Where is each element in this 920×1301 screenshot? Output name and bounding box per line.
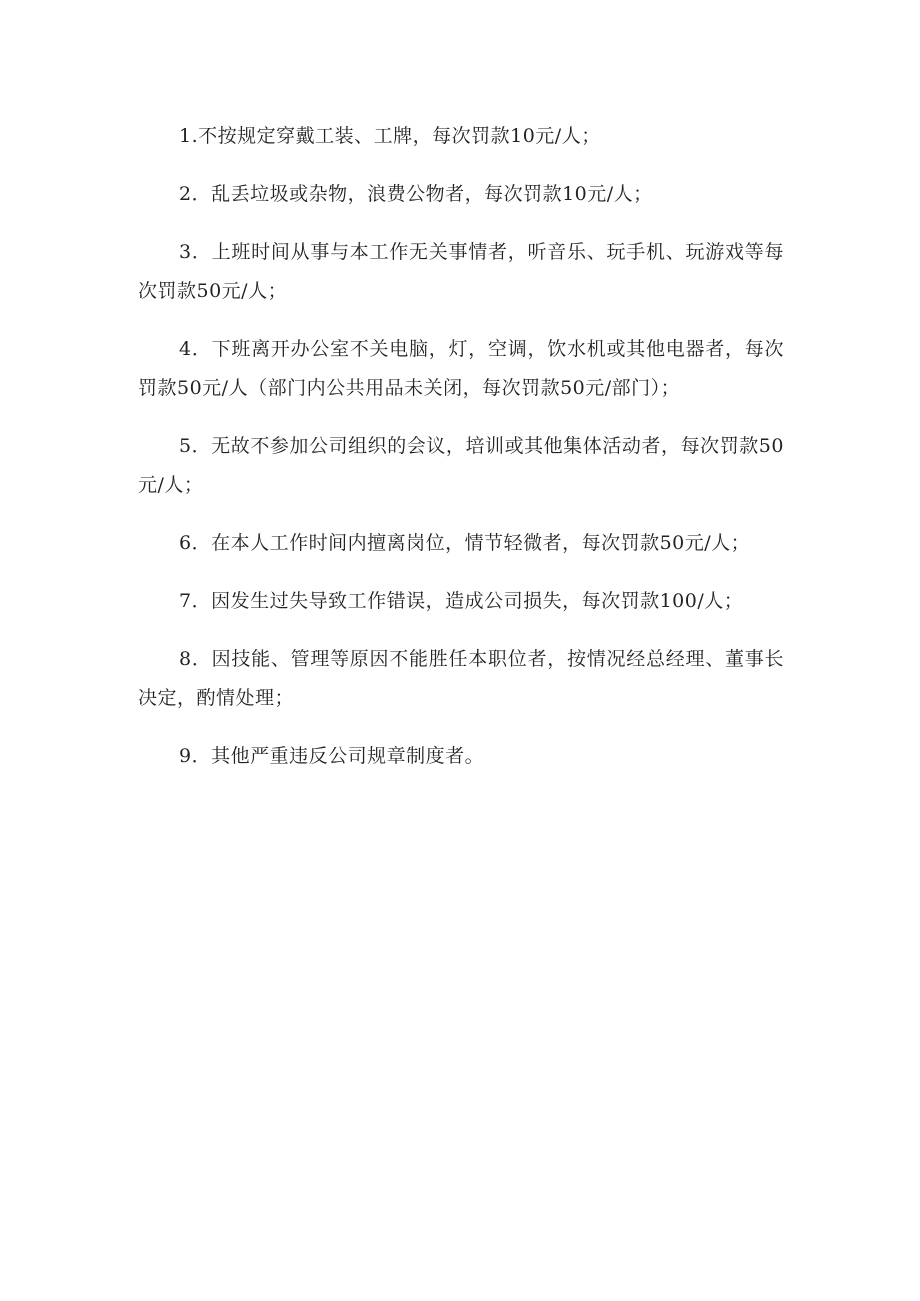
rule-item-7: 7．因发生过失导致工作错误，造成公司损失，每次罚款100/人； — [179, 590, 744, 612]
rule-item-4: 4．下班离开办公室不关电脑，灯，空调，饮水机或其他电器者，每次罚款50元/人（部门内公共用品未关闭，每次罚款50元/部门）； — [138, 338, 784, 399]
rule-item-6: 6．在本人工作时间内擅离岗位，情节轻微者，每次罚款50元/人； — [179, 532, 751, 554]
rule-item-3: 3．上班时间从事与本工作无关事情者，听音乐、玩手机、玩游戏等每次罚款50元/人； — [138, 241, 784, 302]
rule-item-1: 1.不按规定穿戴工装、工牌，每次罚款10元/人； — [179, 125, 601, 147]
rule-item-5: 5．无故不参加公司组织的会议，培训或其他集体活动者，每次罚款50元/人； — [138, 435, 784, 496]
rule-item-2: 2．乱丢垃圾或杂物，浪费公物者，每次罚款10元/人； — [179, 183, 653, 205]
rules-list — [138, 117, 784, 795]
rule-item-8: 8．因技能、管理等原因不能胜任本职位者，按情况经总经理、董事长决定，酌情处理； — [138, 648, 784, 709]
rule-item-9: 9．其他严重违反公司规章制度者。 — [179, 745, 485, 767]
